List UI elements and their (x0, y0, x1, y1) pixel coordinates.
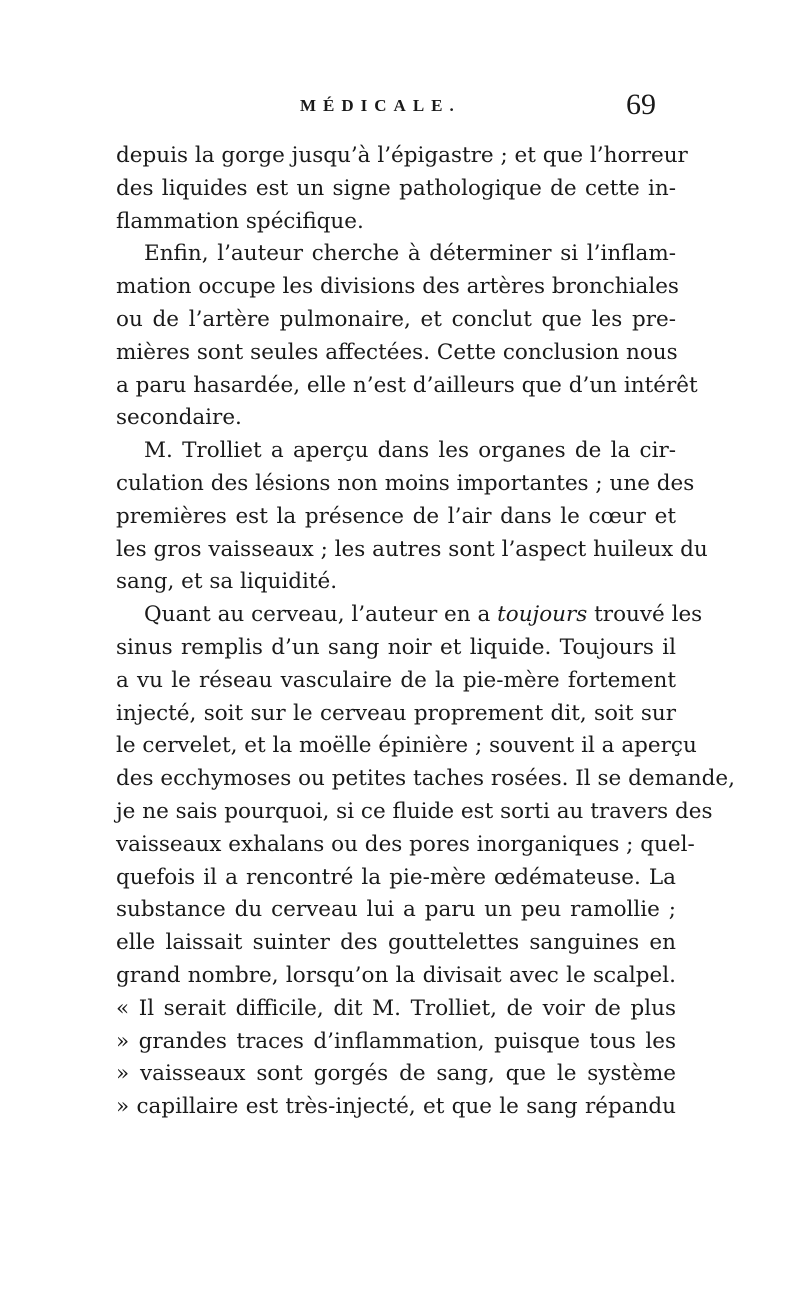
text-line: M. Trolliet a aperçu dans les organes de la cir- (144, 438, 676, 464)
text-line: sang, et sa liquidité. (116, 569, 338, 595)
quote-line: » grandes traces d’inflammation, puisque tous les (116, 1028, 676, 1054)
text-line: des ecchymoses ou petites taches rosées. Il se demande, (116, 766, 735, 792)
text-line: substance du cerveau lui a paru un peu ramollie ; (116, 897, 676, 923)
page-number: 69 (626, 88, 656, 121)
running-head: MÉDICALE. (300, 96, 461, 115)
text-line: sinus remplis d’un sang noir et liquide. Toujours il (116, 634, 676, 660)
text-line: premières est la présence de l’air dans le cœur et (116, 503, 676, 529)
text-line: je ne sais pourquoi, si ce fluide est sorti au travers des (116, 798, 713, 824)
text-line: mation occupe les divisions des artères bronchiales (116, 274, 679, 300)
text-line: le cervelet, et la moëlle épinière ; souvent il a aperçu (116, 733, 697, 759)
text-line: Quant au cerveau, l’auteur en a toujours trouvé les (144, 602, 703, 628)
body-text (116, 140, 735, 1124)
quote-line: » capillaire est très-injecté, et que le sang répandu (116, 1094, 676, 1120)
text-line: quefois il a rencontré la pie-mère œdémateuse. La (116, 864, 676, 890)
text-line: depuis la gorge jusqu’à l’épigastre ; et que l’horreur (116, 143, 688, 168)
quote-line: « Il serait difficile, dit M. Trolliet, de voir de plus (116, 995, 676, 1021)
text-line: Enfin, l’auteur cherche à déterminer si l’inflam- (144, 241, 676, 267)
text-line: elle laissait suinter des gouttelettes sanguines en (116, 930, 676, 956)
text-line: des liquides est un signe pathologique de cette in- (116, 175, 676, 201)
text-line: a paru hasardée, elle n’est d’ailleurs que d’un intérêt (116, 372, 698, 398)
quote-line: » vaisseaux sont gorgés de sang, que le système (116, 1061, 676, 1087)
text-line: grand nombre, lorsqu’on la divisait avec le scalpel. (116, 962, 676, 988)
text-line: les gros vaisseaux ; les autres sont l’aspect huileux du (116, 536, 708, 562)
text-line: culation des lésions non moins importantes ; une des (116, 470, 695, 496)
text-line: injecté, soit sur le cerveau proprement dit, soit sur (116, 700, 676, 726)
text-line: vaisseaux exhalans ou des pores inorganiques ; quel- (116, 831, 695, 857)
text-line: mières sont seules affectées. Cette conclusion nous (116, 339, 678, 365)
text-line: secondaire. (116, 405, 242, 431)
text-line: flammation spécifique. (116, 208, 364, 234)
text-line: ou de l’artère pulmonaire, et conclut que les pre- (116, 306, 676, 332)
text-line: a vu le réseau vasculaire de la pie-mère fortement (116, 667, 676, 693)
